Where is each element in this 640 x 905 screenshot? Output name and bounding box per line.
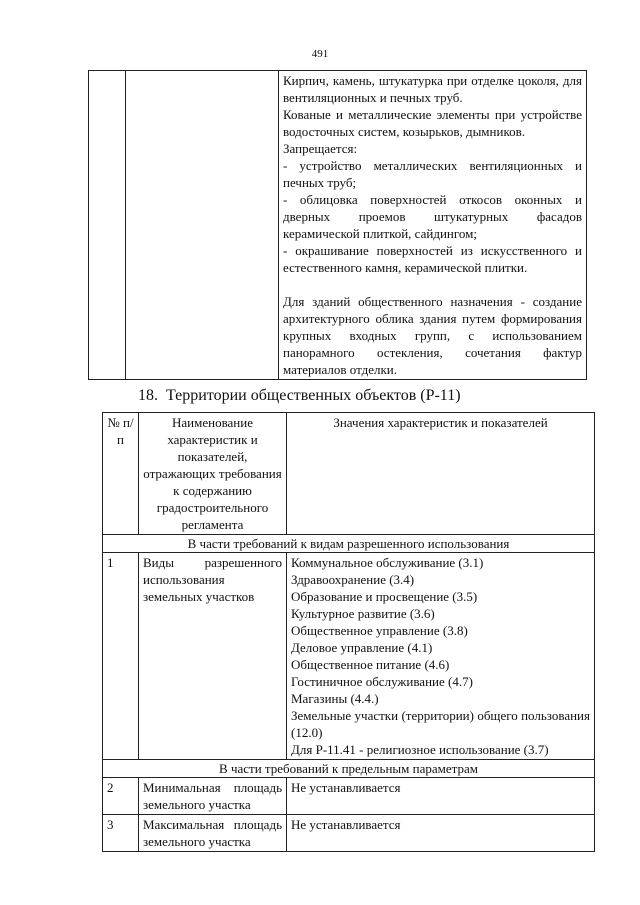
table-row [103, 778, 595, 815]
row-name: Виды разрешенного использования земельных участков [139, 553, 287, 760]
list-item: Культурное развитие (3.6) [291, 606, 435, 621]
list-item: Земельные участки (территории) общего пользования (12.0) [291, 708, 590, 740]
section-title-text: Территории общественных объектов (Р-11) [166, 387, 461, 404]
text-line: Для зданий общественного назначения - создание архитектурного облика здания путем формирования крупных входных групп, с использованием панорамного остекления, сочетания фактур материалов отделки. [283, 294, 582, 377]
header-values: Значения характеристик и показателей [287, 413, 595, 535]
row-number: 1 [103, 553, 139, 760]
list-item: Общественное питание (4.6) [291, 657, 450, 672]
header-number: № п/п [103, 413, 139, 535]
section-number: 18. [138, 387, 158, 404]
section-usage-label: В части требований к видам разрешенного использования [103, 535, 595, 553]
table-row [103, 553, 595, 760]
table-row [103, 815, 595, 852]
row-value: Не устанавливается [287, 815, 595, 852]
header-name: Наименование характеристик и показателей, отражающих требования к содержанию градостроительного регламента [139, 413, 287, 535]
table-header-row [103, 413, 595, 535]
section-params-label: В части требований к предельным параметрам [103, 760, 595, 778]
list-item: Здравоохранение (3.4) [291, 572, 415, 587]
row-name: Максимальная площадь земельного участка [139, 815, 287, 852]
text-line: Кованые и металлические элементы при устройстве водосточных систем, козырьков, дымников. [283, 107, 582, 139]
table-cell [89, 71, 126, 380]
list-item: Гостиничное обслуживание (4.7) [291, 674, 473, 689]
list-item: Общественное управление (3.8) [291, 623, 468, 638]
list-item: Деловое управление (4.1) [291, 640, 433, 655]
list-item: Магазины (4.4.) [291, 691, 379, 706]
text-line: - окрашивание поверхностей из искусственного и естественного камня, керамической плитки. [283, 243, 582, 275]
row-value: Не устанавливается [287, 778, 595, 815]
list-item: Образование и просвещение (3.5) [291, 589, 478, 604]
row-number: 2 [103, 778, 139, 815]
text-line: - облицовка поверхностей откосов оконных и дверных проемов штукатурных фасадов керамической плиткой, сайдингом; [283, 192, 582, 241]
text-line: - устройство металлических вентиляционных и печных труб; [283, 158, 582, 190]
list-item: Коммунальное обслуживание (3.1) [291, 555, 484, 570]
table-cell [279, 71, 587, 380]
section-title [138, 387, 461, 405]
row-values [287, 553, 595, 760]
section-row [103, 535, 595, 553]
page-number: 491 [311, 48, 329, 60]
continued-table [88, 70, 587, 380]
text-line: Кирпич, камень, штукатурка при отделке цоколя, для вентиляционных и печных труб. [283, 73, 582, 105]
row-number: 3 [103, 815, 139, 852]
text-line: Запрещается: [283, 141, 358, 156]
list-item: Для Р-11.41 - религиозное использование (3.7) [291, 742, 549, 757]
regulation-table [102, 412, 595, 852]
table-cell [126, 71, 279, 380]
table-row [89, 71, 587, 380]
section-row [103, 760, 595, 778]
row-name: Минимальная площадь земельного участка [139, 778, 287, 815]
